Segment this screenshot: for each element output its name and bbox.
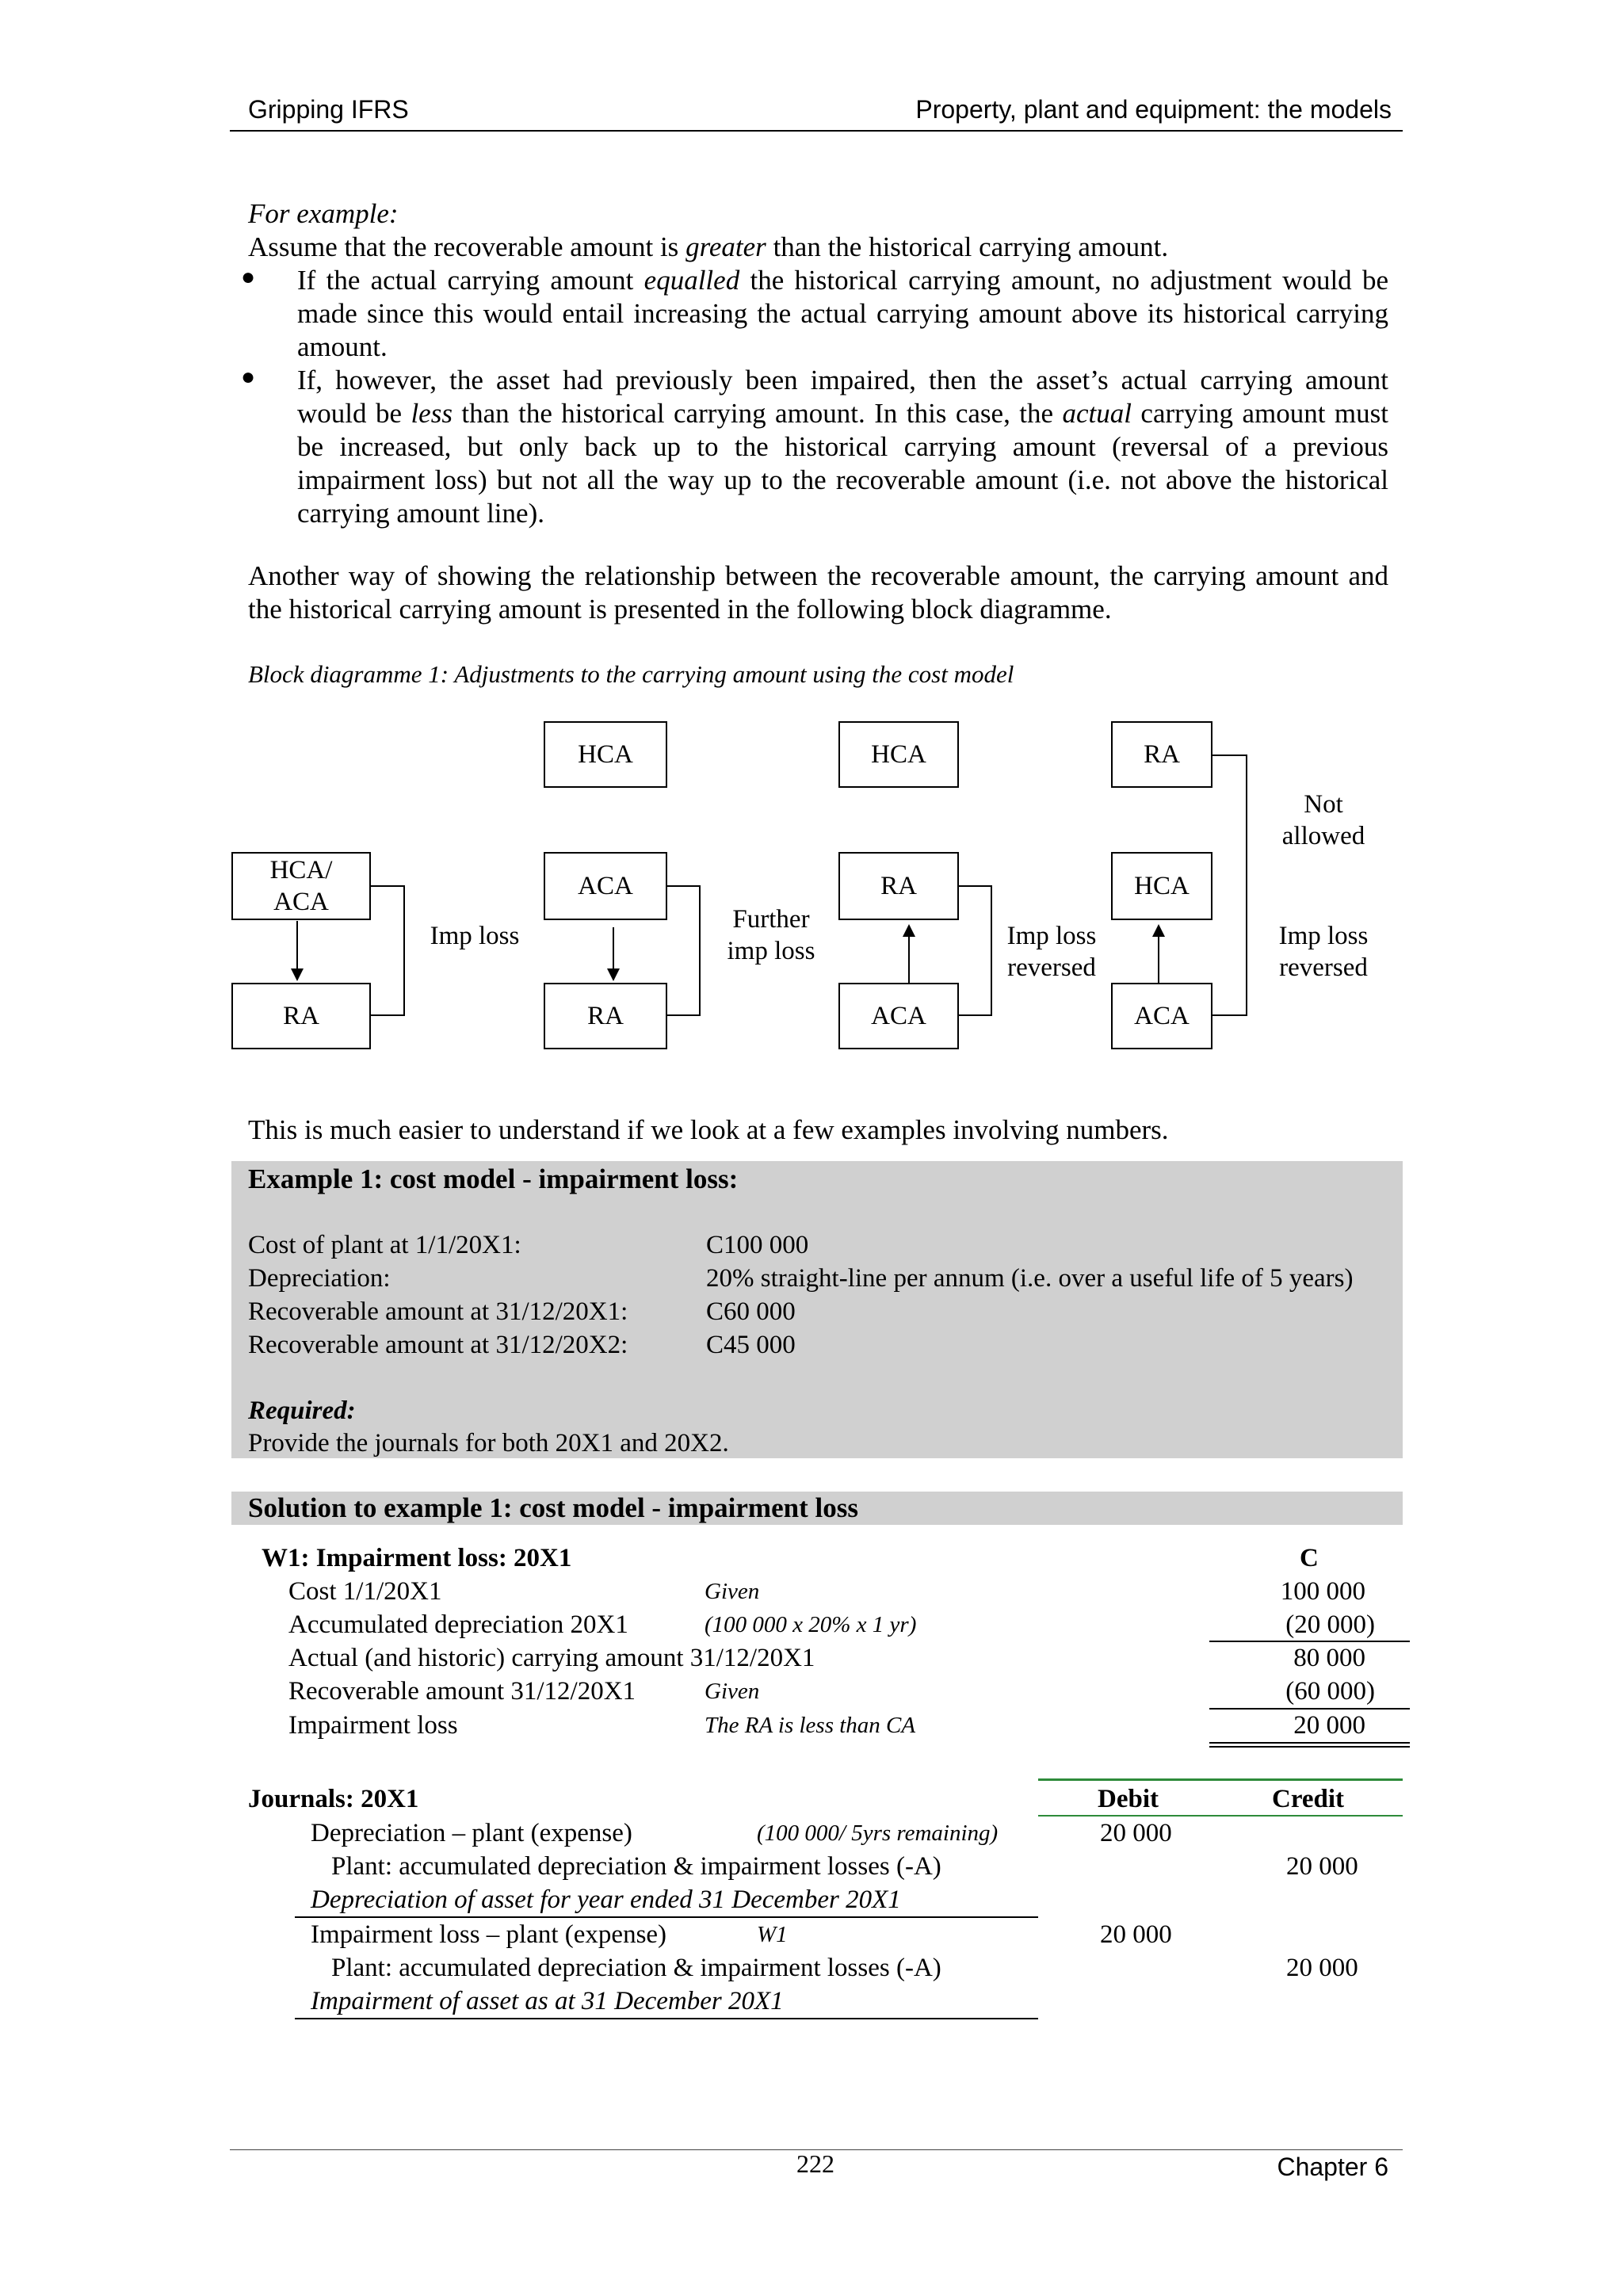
journal-debit-amount: 20 000 (1100, 1819, 1172, 1847)
w1-row-label: Cost 1/1/20X1 (288, 1577, 442, 1606)
debit-header: Debit (1098, 1785, 1159, 1813)
total-double-rule (1209, 1746, 1410, 1748)
running-header-right: Property, plant and equipment: the models (915, 95, 1392, 124)
journal-debit-account: Depreciation – plant (expense) (311, 1819, 632, 1847)
w1-row-note: Given (705, 1579, 760, 1604)
label-imp-loss: Imp loss (430, 922, 520, 950)
bullet-2-text: If, however, the asset had previously been impaired, then the asset’s actual carrying amount would be less than the historical carrying amount. In this case, the actual carrying amount must be increased, but only back up to the historical carrying amount (reversal of a previous impairment loss) but not all the way up to the recoverable amount (i.e. not above the historical carrying amount line). (297, 365, 1388, 529)
bullet-icon: ● (241, 364, 256, 390)
bracket-connector (666, 886, 700, 1015)
w1-row-amount: 80 000 (1293, 1644, 1365, 1672)
diagram-caption: Block diagramme 1: Adjustments to the carrying amount using the cost model (248, 660, 1014, 688)
example-title: Example 1: cost model - impairment loss: (248, 1163, 739, 1194)
w1-column-header: C (1300, 1544, 1319, 1572)
running-header-left: Gripping IFRS (248, 95, 409, 124)
w1-row-amount: 100 000 (1280, 1577, 1365, 1606)
bracket-connector (957, 886, 991, 1015)
box-hca: HCA (544, 721, 667, 788)
chapter-label: Chapter 6 (1277, 2153, 1388, 2181)
journal-credit-account: Plant: accumulated depreciation & impairment losses (-A) (331, 1954, 941, 1982)
example-row-label: Recoverable amount at 31/12/20X1: (248, 1297, 628, 1326)
w1-row-note: (100 000 x 20% x 1 yr) (705, 1612, 917, 1637)
journal-header-rule (1038, 1778, 1403, 1781)
page-number: 222 (796, 2149, 834, 2178)
journal-debit-account: Impairment loss – plant (expense) (311, 1920, 667, 1949)
assume-sentence: Assume that the recoverable amount is greater than the historical carrying amount. (248, 231, 1169, 262)
box-ra: RA (544, 983, 667, 1049)
w1-row-note: The RA is less than CA (705, 1713, 916, 1738)
required-text: Provide the journals for both 20X1 and 20X2. (248, 1429, 729, 1457)
for-example-label: For example: (248, 198, 399, 229)
label-imp-loss-reversed: Imp loss reversed (1278, 922, 1369, 982)
example-row-value: C45 000 (706, 1331, 796, 1359)
journal-credit-amount: 20 000 (1286, 1852, 1358, 1881)
w1-row-note: Given (705, 1679, 760, 1704)
journal-credit-amount: 20 000 (1286, 1954, 1358, 1982)
w1-row-amount: 20 000 (1293, 1711, 1365, 1740)
journal-narration: Depreciation of asset for year ended 31 December 20X1 (311, 1885, 901, 1914)
box-aca: ACA (544, 852, 667, 920)
total-double-rule (1209, 1742, 1410, 1744)
box-hca: HCA (838, 721, 959, 788)
example-row-value: C100 000 (706, 1231, 809, 1259)
journal-separator (295, 2018, 1038, 2019)
example-row-label: Depreciation: (248, 1264, 391, 1293)
bracket-connector (1212, 755, 1247, 1015)
box-ra: RA (231, 983, 371, 1049)
journal-narration: Impairment of asset as at 31 December 20X1 (311, 1987, 784, 2015)
w1-row-label: Recoverable amount 31/12/20X1 (288, 1677, 636, 1706)
w1-row-label: Actual (and historic) carrying amount 31/12/20X1 (288, 1644, 815, 1672)
w1-row-label: Impairment loss (288, 1711, 458, 1740)
label-not-allowed: Not allowed (1281, 790, 1365, 850)
label-imp-loss-reversed: Imp loss reversed (1006, 922, 1097, 982)
w1-row-label: Accumulated depreciation 20X1 (288, 1610, 628, 1639)
box-aca: ACA (838, 983, 959, 1049)
solution-title: Solution to example 1: cost model - impairment loss (248, 1492, 858, 1523)
required-label: Required: (248, 1396, 356, 1425)
another-way-paragraph: Another way of showing the relationship between the recoverable amount, the carrying amount and the historical carrying amount is presented in the following block diagramme. (248, 560, 1388, 625)
bullet-icon: ● (241, 264, 256, 290)
example-row-value: 20% straight-line per annum (i.e. over a useful life of 5 years) (706, 1264, 1354, 1293)
journal-note: (100 000/ 5yrs remaining) (757, 1820, 999, 1846)
bullet-1-text: If the actual carrying amount equalled the historical carrying amount, no adjustment would be made since this would entail increasing the actual carrying amount above its historical carrying amount. (297, 265, 1388, 362)
box-ra: RA (1111, 721, 1212, 788)
bracket-connector (369, 886, 404, 1015)
credit-header: Credit (1272, 1785, 1345, 1813)
journals-title: Journals: 20X1 (248, 1785, 419, 1813)
journal-debit-amount: 20 000 (1100, 1920, 1172, 1949)
label-further-imp-loss: Further imp loss (727, 905, 815, 965)
box-hca-aca: HCA/ ACA (231, 852, 371, 920)
w1-row-amount: (60 000) (1285, 1677, 1375, 1706)
example-row-label: Recoverable amount at 31/12/20X2: (248, 1331, 628, 1359)
w1-row-amount: (20 000) (1285, 1610, 1375, 1639)
w1-title: W1: Impairment loss: 20X1 (262, 1544, 572, 1572)
box-ra: RA (838, 852, 959, 920)
box-hca: HCA (1111, 852, 1212, 920)
example-row-value: C60 000 (706, 1297, 796, 1326)
journal-credit-account: Plant: accumulated depreciation & impairment losses (-A) (331, 1852, 941, 1881)
example-row-label: Cost of plant at 1/1/20X1: (248, 1231, 521, 1259)
easier-sentence: This is much easier to understand if we look at a few examples involving numbers. (248, 1114, 1169, 1145)
box-aca: ACA (1111, 983, 1212, 1049)
journal-note: W1 (757, 1922, 788, 1947)
journal-header-rule (1038, 1815, 1403, 1817)
